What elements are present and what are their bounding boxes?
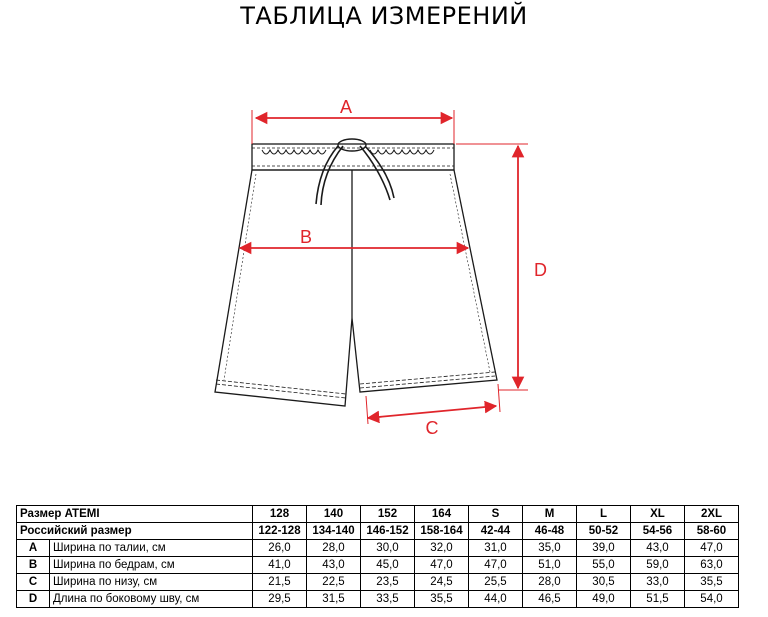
russian-size: 158-164: [415, 523, 469, 540]
row-value: 59,0: [631, 557, 685, 574]
row-value: 35,5: [415, 591, 469, 608]
russian-label: Российский размер: [17, 523, 253, 540]
header-label: Размер ATEMI: [17, 506, 253, 523]
row-value: 28,0: [523, 574, 577, 591]
row-value: 24,5: [415, 574, 469, 591]
header-size: 140: [307, 506, 361, 523]
row-value: 43,0: [307, 557, 361, 574]
row-value: 51,0: [523, 557, 577, 574]
row-value: 49,0: [577, 591, 631, 608]
row-value: 31,5: [307, 591, 361, 608]
russian-size: 50-52: [577, 523, 631, 540]
header-size: M: [523, 506, 577, 523]
table-row: [17, 540, 739, 557]
row-value: 30,0: [361, 540, 415, 557]
row-value: 29,5: [253, 591, 307, 608]
table-header-row: [17, 506, 739, 523]
russian-size: 134-140: [307, 523, 361, 540]
header-size: 164: [415, 506, 469, 523]
row-value: 43,0: [631, 540, 685, 557]
row-code: A: [17, 540, 50, 557]
row-description: Длина по боковому шву, см: [50, 591, 253, 608]
row-value: 35,0: [523, 540, 577, 557]
table-row: [17, 591, 739, 608]
row-code: D: [17, 591, 50, 608]
row-value: 51,5: [631, 591, 685, 608]
row-value: 63,0: [685, 557, 739, 574]
row-value: 45,0: [361, 557, 415, 574]
russian-size: 58-60: [685, 523, 739, 540]
measure-d-label: D: [534, 260, 547, 280]
row-value: 47,0: [415, 557, 469, 574]
row-value: 47,0: [685, 540, 739, 557]
size-table: [16, 505, 739, 608]
row-value: 22,5: [307, 574, 361, 591]
russian-size: 46-48: [523, 523, 577, 540]
row-code: B: [17, 557, 50, 574]
row-value: 54,0: [685, 591, 739, 608]
header-size: 2XL: [685, 506, 739, 523]
row-value: 26,0: [253, 540, 307, 557]
header-size: L: [577, 506, 631, 523]
russian-size: 146-152: [361, 523, 415, 540]
row-code: C: [17, 574, 50, 591]
row-value: 55,0: [577, 557, 631, 574]
row-description: Ширина по низу, см: [50, 574, 253, 591]
row-value: 47,0: [469, 557, 523, 574]
russian-size: 122-128: [253, 523, 307, 540]
row-value: 23,5: [361, 574, 415, 591]
table-row: [17, 574, 739, 591]
row-value: 33,0: [631, 574, 685, 591]
header-size: 152: [361, 506, 415, 523]
header-size: S: [469, 506, 523, 523]
row-value: 33,5: [361, 591, 415, 608]
measure-b-label: B: [299, 227, 313, 247]
table-row: [17, 557, 739, 574]
row-value: 35,5: [685, 574, 739, 591]
row-description: Ширина по бедрам, см: [50, 557, 253, 574]
row-value: 39,0: [577, 540, 631, 557]
header-size: 128: [253, 506, 307, 523]
row-value: 21,5: [253, 574, 307, 591]
row-value: 32,0: [415, 540, 469, 557]
measure-a-label: A: [339, 97, 353, 117]
row-value: 46,5: [523, 591, 577, 608]
row-value: 25,5: [469, 574, 523, 591]
shorts-outline: [215, 139, 497, 406]
page-title: ТАБЛИЦА ИЗМЕРЕНИЙ: [240, 2, 528, 30]
table-russian-row: [17, 523, 739, 540]
measure-c-label: C: [425, 418, 439, 438]
row-value: 31,0: [469, 540, 523, 557]
row-value: 28,0: [307, 540, 361, 557]
row-value: 44,0: [469, 591, 523, 608]
russian-size: 54-56: [631, 523, 685, 540]
row-value: 41,0: [253, 557, 307, 574]
row-description: Ширина по талии, см: [50, 540, 253, 557]
header-size: XL: [631, 506, 685, 523]
row-value: 30,5: [577, 574, 631, 591]
russian-size: 42-44: [469, 523, 523, 540]
measure-c-arrow: [368, 406, 496, 418]
